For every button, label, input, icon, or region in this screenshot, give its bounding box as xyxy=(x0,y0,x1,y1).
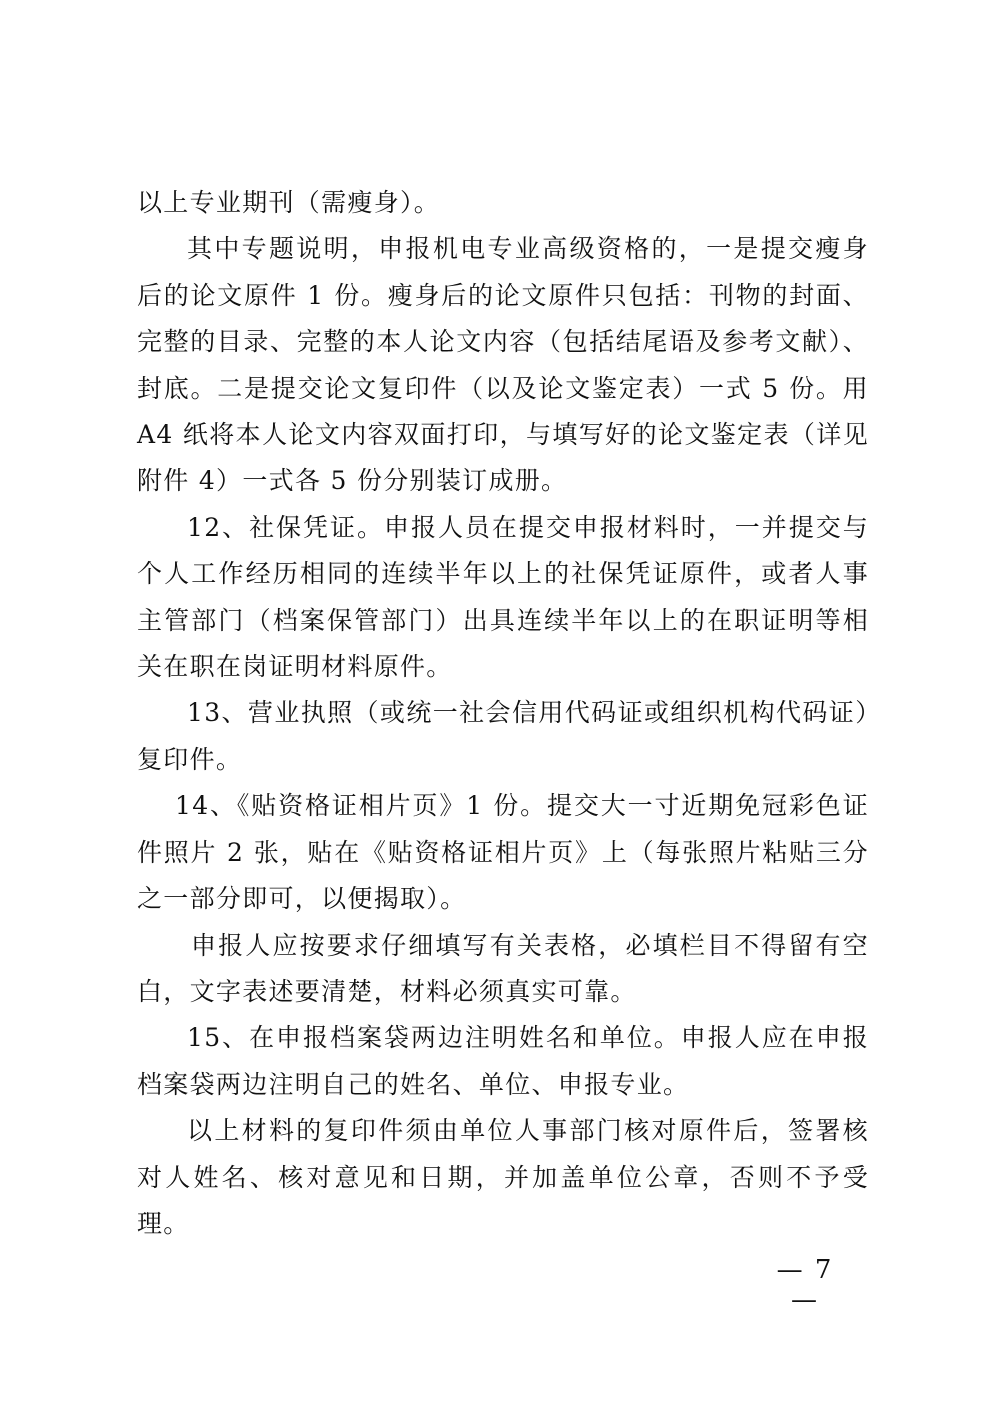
paragraph-item-15: 15、在申报档案袋两边注明姓名和单位。申报人应在申报档案袋两边注明自己的姓名、单位、申报专业。 xyxy=(137,1023,869,1099)
page-number: — 7 — xyxy=(776,1255,834,1315)
document-body xyxy=(137,180,869,1247)
paragraph-item-14: 14、《贴资格证相片页》1 份。提交大一寸近期免冠彩色证件照片 2 张，贴在《贴资格证相片页》上（每张照片粘贴三分之一部分即可，以便揭取）。 xyxy=(137,791,869,914)
paragraph-copy-verification: 以上材料的复印件须由单位人事部门核对原件后，签署核对人姓名、核对意见和日期，并加盖单位公章，否则不予受理。 xyxy=(137,1116,869,1238)
paragraph-form-note: 申报人应按要求仔细填写有关表格，必填栏目不得留有空白，文字表述要清楚，材料必须真实可靠。 xyxy=(137,930,869,1006)
paragraph-item-13: 13、营业执照（或统一社会信用代码证或组织机构代码证）复印件。 xyxy=(137,698,869,774)
paragraph-item-12: 12、社保凭证。申报人员在提交申报材料时，一并提交与个人工作经历相同的连续半年以上的社保凭证原件，或者人事主管部门（档案保管部门）出具连续半年以上的在职证明等相关在职在岗证明材料原件。 xyxy=(137,512,869,682)
paragraph-continuation: 以上专业期刊（需瘦身）。 xyxy=(137,188,441,217)
paragraph-thesis-note: 其中专题说明，申报机电专业高级资格的，一是提交瘦身后的论文原件 1 份。瘦身后的论文原件只包括：刊物的封面、完整的目录、完整的本人论文内容（包括结尾语及参考文献）、封底。二是提交论文复印件（以及论文鉴定表）一式 5 份。用 A4 纸将本人论文内容双面打印，与填写好的论文鉴定表（详见附件 4）一式各 5 份分别装订成册。 xyxy=(137,234,869,496)
